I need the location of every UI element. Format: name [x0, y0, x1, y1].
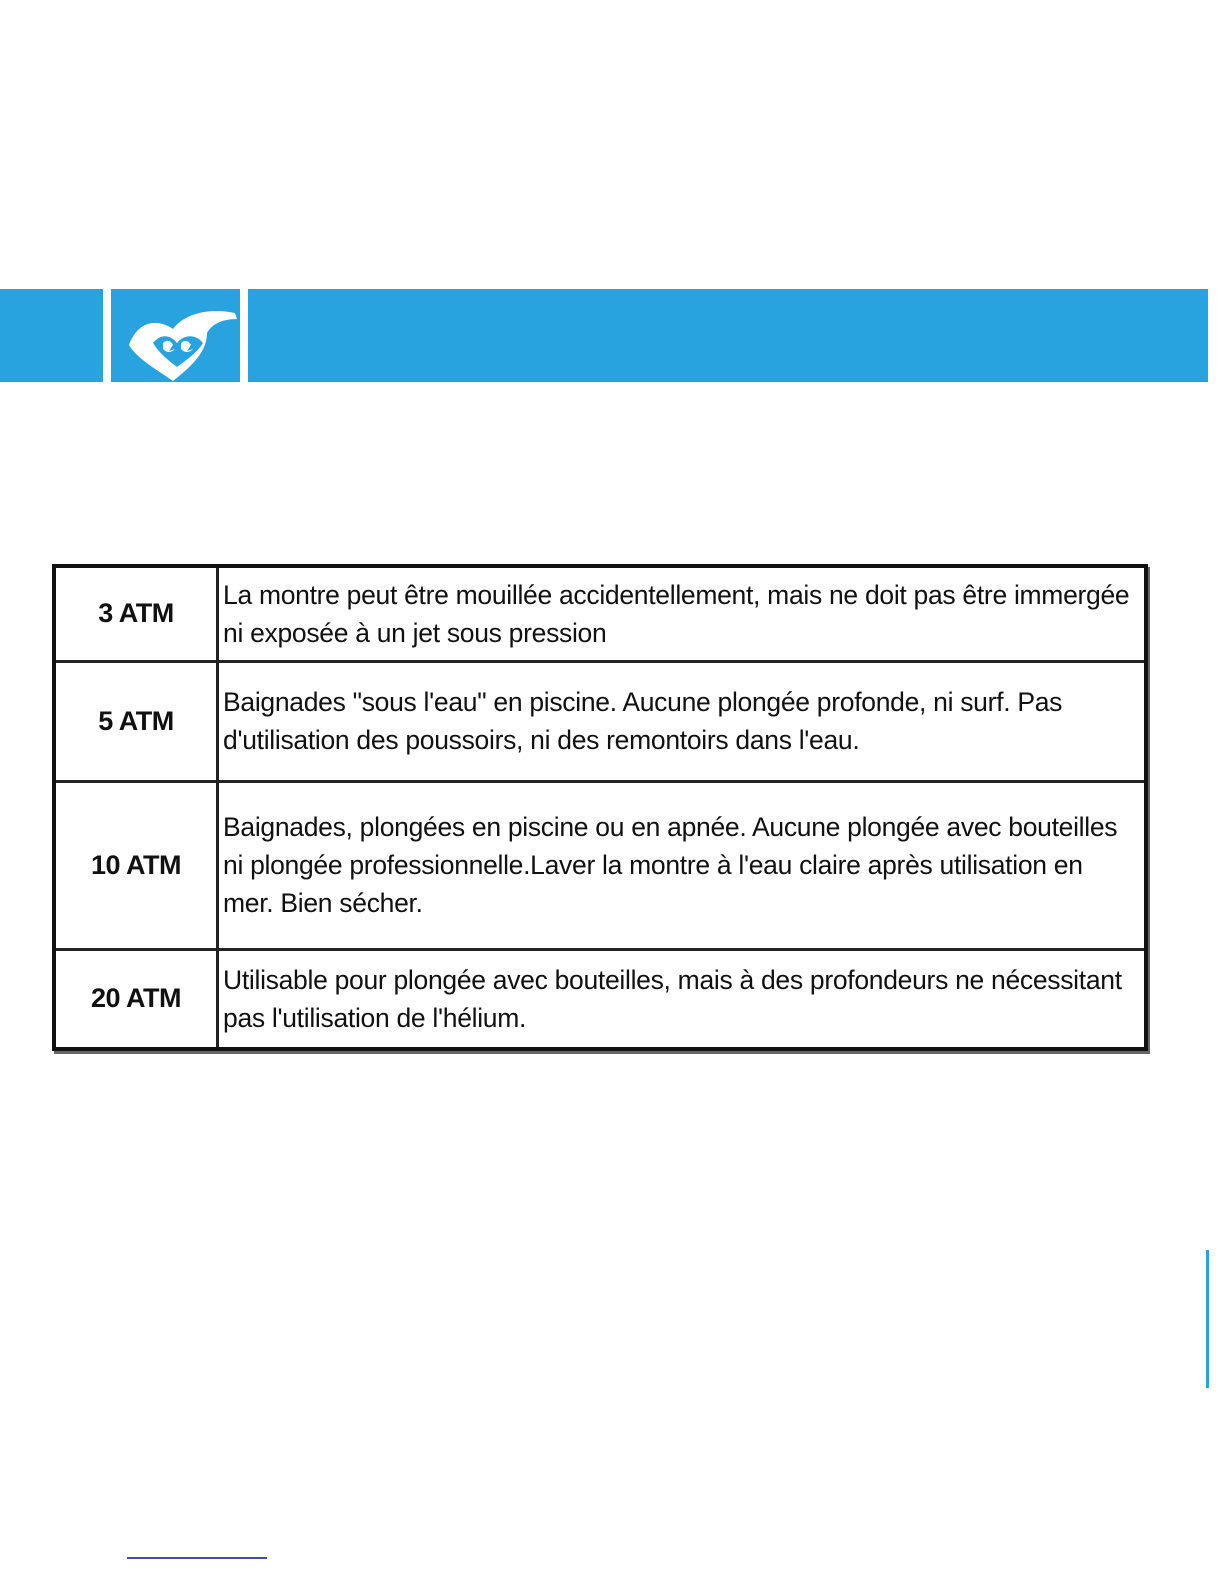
header-banner-left	[0, 289, 103, 382]
atm-rating: 10 ATM	[54, 781, 218, 949]
atm-rating: 20 ATM	[54, 949, 218, 1049]
rating-description: La montre peut être mouillée accidentellement, mais ne doit pas être immergée ni exposée à un jet sous pression	[218, 566, 1147, 661]
table-row	[54, 661, 1146, 781]
rating-description: Baignades, plongées en piscine ou en apnée. Aucune plongée avec bouteilles ni plongée professionnelle.Laver la montre à l'eau claire après utilisation en mer. Bien sécher.	[218, 781, 1147, 949]
table-row	[54, 566, 1146, 661]
roxy-heart-logo-icon	[111, 289, 240, 382]
footer-rule	[127, 1557, 267, 1559]
table-row	[54, 949, 1146, 1049]
table-row	[54, 781, 1146, 949]
rating-description: Baignades "sous l'eau" en piscine. Aucune plongée profonde, ni surf. Pas d'utilisation des poussoirs, ni des remontoirs dans l'eau.	[218, 661, 1147, 781]
atm-rating: 3 ATM	[54, 566, 218, 661]
brand-logo	[111, 289, 240, 382]
rating-description: Utilisable pour plongée avec bouteilles, mais à des profondeurs ne nécessitant pas l'utilisation de l'hélium.	[218, 949, 1147, 1049]
water-resistance-table	[52, 564, 1148, 1051]
atm-rating: 5 ATM	[54, 661, 218, 781]
page-edge-marker	[1206, 1250, 1209, 1388]
header-banner-right	[248, 289, 1208, 382]
